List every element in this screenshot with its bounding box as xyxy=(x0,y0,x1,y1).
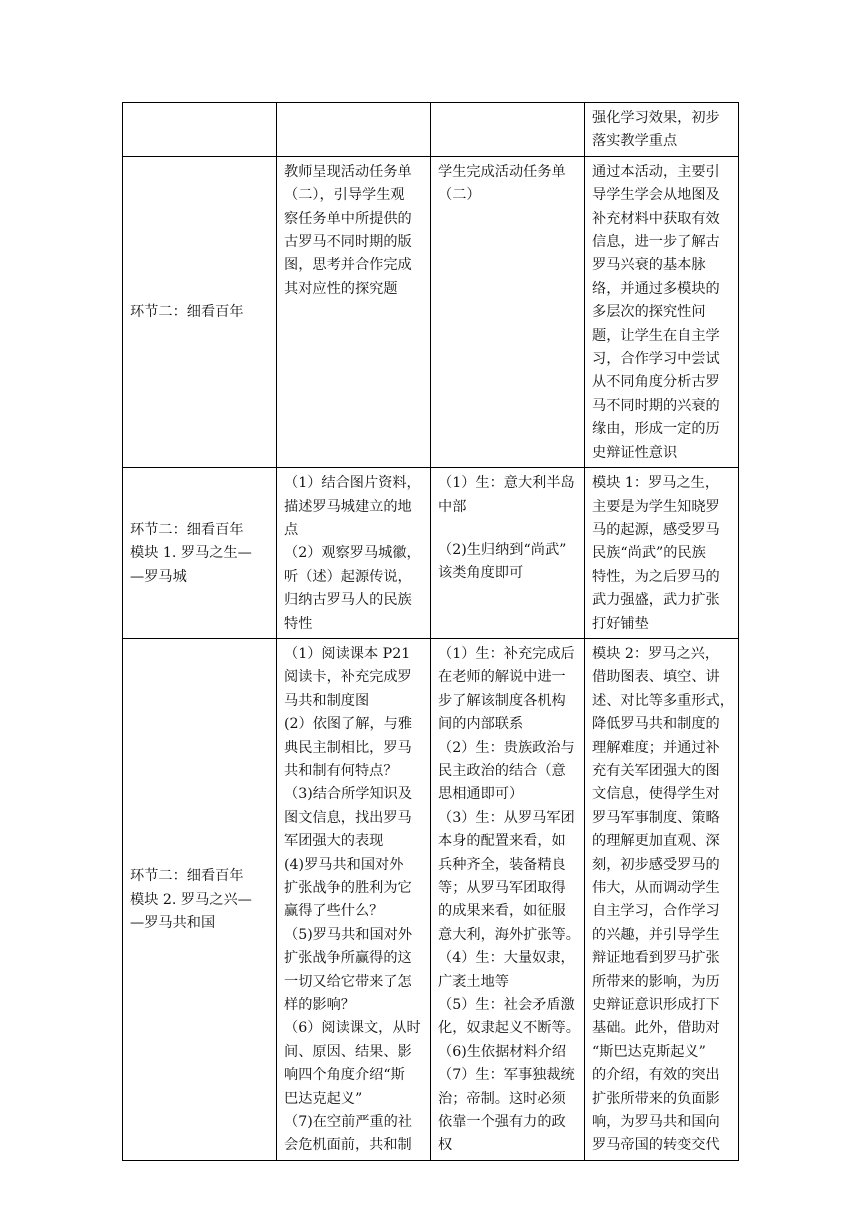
cell-line: 间的内部联系 xyxy=(438,716,524,733)
cell-line: （3）生：从罗马军团 xyxy=(438,809,575,826)
cell-line: 的介绍，有效的突出 xyxy=(592,1067,720,1084)
cell-line: 环节二：细看百年 xyxy=(130,868,244,885)
table-row xyxy=(123,156,739,467)
cell-line: 察任务单中所提供的 xyxy=(284,210,412,227)
table-row xyxy=(123,638,739,1160)
cell-line: 借助图表、填空、讲 xyxy=(592,669,720,686)
cell-line: 信息，进一步了解古 xyxy=(592,234,720,251)
cell-line: （1）生：意大利半岛 xyxy=(438,475,575,492)
cell-line: 辩证地看到罗马扩张 xyxy=(592,950,720,967)
cell-line: 典民主制相比，罗马 xyxy=(284,739,412,756)
cell-line: 所带来的影响，为历 xyxy=(592,973,720,990)
cell-line: 从不同角度分析古罗 xyxy=(592,374,720,391)
cell-line: 步了解该制度各机构 xyxy=(438,692,566,709)
cell-line: 的成果来看，如征服 xyxy=(438,903,566,920)
table-row xyxy=(123,468,739,639)
cell-line: 样的影响？ xyxy=(284,997,355,1014)
cell-line: 武力强盛，武力扩张 xyxy=(592,592,720,609)
cell-line: 一切又给它带来了怎 xyxy=(284,973,412,990)
design-intent-cell xyxy=(585,468,739,639)
cell-line: 点 xyxy=(284,521,299,538)
cell-line: 伟大，从而调动学生 xyxy=(592,880,720,896)
cell-line: 环节二：细看百年 xyxy=(130,521,244,538)
cell-line: 扩张战争所赢得的这 xyxy=(284,950,412,967)
cell-line: （二），引导学生观 xyxy=(284,187,405,204)
cell-line: —罗马共和国 xyxy=(130,915,216,932)
cell-line: 模块 2. 罗马之兴— xyxy=(130,891,252,908)
cell-line: 意大利，海外扩张等。 xyxy=(438,926,580,943)
cell-line: 模块 1：罗马之生， xyxy=(592,475,720,492)
student-activity-cell xyxy=(431,103,585,157)
cell-line: 兵种齐全，装备精良 xyxy=(438,856,566,873)
cell-line: 通过本活动，主要引 xyxy=(592,163,720,180)
cell-line: 打好铺垫 xyxy=(592,615,649,632)
cell-line: 导学生学会从地图及 xyxy=(592,187,720,204)
section-cell xyxy=(123,468,277,639)
cell-line: （2）生：贵族政治与 xyxy=(438,739,575,756)
cell-line: 在老师的解说中进一 xyxy=(438,669,566,686)
cell-line: 题，让学生在自主学 xyxy=(592,327,720,344)
cell-line: 扩张战争的胜利为它 xyxy=(284,880,412,896)
cell-line: 治；帝制。这时必须 xyxy=(438,1090,566,1107)
cell-line: （4）生：大量奴隶， xyxy=(438,950,575,967)
cell-line: 述、对比等多重形式， xyxy=(592,692,734,709)
cell-line: 刻，初步感受罗马的 xyxy=(592,856,720,873)
cell-line: 习，合作学习中尝试 xyxy=(592,351,720,368)
cell-line: 该类角度即可 xyxy=(438,565,524,582)
cell-line: （3)结合所学知识及 xyxy=(284,786,413,803)
cell-line: 阅读卡，补充完成罗 xyxy=(284,669,412,686)
cell-line: 强化学习效果，初步 xyxy=(592,110,720,126)
cell-line: 其对应性的探究题 xyxy=(284,280,398,297)
cell-line: 归纳古罗马人的民族 xyxy=(284,592,412,609)
cell-line: （6）阅读课文，从时 xyxy=(284,1020,421,1037)
cell-line: （7）生：军事独裁统 xyxy=(438,1067,575,1084)
cell-line: 史辩证意识形成打下 xyxy=(592,997,720,1014)
cell-line: 民主政治的结合（意 xyxy=(438,762,566,779)
student-activity-cell xyxy=(431,638,585,1160)
cell-line: 广袤土地等 xyxy=(438,973,509,990)
cell-line: 本身的配置来看，如 xyxy=(438,833,566,850)
cell-line: 教师呈现活动任务单 xyxy=(284,163,412,180)
cell-line: （二） xyxy=(438,187,481,204)
table-row xyxy=(123,103,739,157)
cell-line: —罗马城 xyxy=(130,568,187,585)
cell-line: 的兴趣，并引导学生 xyxy=(592,926,720,943)
cell-line: 马不同时期的兴衰的 xyxy=(592,397,720,414)
cell-line: 的理解更加直观、深 xyxy=(592,833,720,850)
teacher-activity-cell xyxy=(277,468,431,639)
cell-line: 权 xyxy=(438,1137,453,1154)
cell-line: 文信息，使得学生对 xyxy=(592,786,720,803)
section-cell xyxy=(123,156,277,467)
cell-line: 民族“尚武”的民族 xyxy=(592,545,706,562)
cell-line: 巴达克起义” xyxy=(284,1090,363,1107)
teacher-activity-cell xyxy=(277,156,431,467)
cell-line: 多层次的探究性问 xyxy=(592,304,706,321)
cell-line: 听（述）起源传说， xyxy=(284,568,412,585)
cell-line: 军团强大的表现 xyxy=(284,833,384,850)
cell-line: 响，为罗马共和国向 xyxy=(592,1114,720,1131)
cell-line: 罗马兴衰的基本脉 xyxy=(592,257,706,274)
cell-line: 络，并通过多模块的 xyxy=(592,280,720,297)
cell-line: （1）阅读课本 P21 xyxy=(284,645,411,662)
cell-line: 扩张所带来的负面影 xyxy=(592,1090,720,1107)
section-cell xyxy=(123,638,277,1160)
cell-line: 学生完成活动任务单 xyxy=(438,163,566,180)
table-body xyxy=(123,103,739,1161)
cell-line: 基础。此外，借助对 xyxy=(592,1020,720,1037)
teacher-activity-cell xyxy=(277,638,431,1160)
cell-line: 马共和制度图 xyxy=(284,692,370,709)
cell-line: 化，奴隶起义不断等。 xyxy=(438,1020,580,1037)
section-cell xyxy=(123,103,277,157)
lesson-plan-table xyxy=(122,102,739,1161)
cell-line: 间、原因、结果、影 xyxy=(284,1043,412,1060)
cell-line: 马的起源，感受罗马 xyxy=(592,521,720,538)
cell-line: （2）观察罗马城徽， xyxy=(284,545,421,562)
design-intent-cell xyxy=(585,638,739,1160)
cell-line: 共和制有何特点？ xyxy=(284,762,398,779)
cell-line: 古罗马不同时期的版 xyxy=(284,234,412,251)
cell-line: 图，思考并合作完成 xyxy=(284,257,412,274)
cell-line: 描述罗马城建立的地 xyxy=(284,498,412,515)
cell-line: “斯巴达克斯起义” xyxy=(592,1043,706,1060)
cell-line: 补充材料中获取有效 xyxy=(592,210,720,227)
cell-line: 会危机面前，共和制 xyxy=(284,1137,412,1154)
cell-line: 降低罗马共和制度的 xyxy=(592,716,720,733)
cell-line: 中部 xyxy=(438,498,467,515)
cell-line: （1）生：补充完成后 xyxy=(438,645,575,662)
cell-line: 等；从罗马军团取得 xyxy=(438,880,566,896)
cell-line: 落实教学重点 xyxy=(592,133,678,150)
student-activity-cell xyxy=(431,156,585,467)
cell-line: 模块 2：罗马之兴， xyxy=(592,645,720,662)
cell-line: （5）生：社会矛盾激 xyxy=(438,997,575,1014)
cell-line: （1）结合图片资料， xyxy=(284,475,421,492)
cell-line: 充有关军团强大的图 xyxy=(592,762,720,779)
teacher-activity-cell xyxy=(277,103,431,157)
cell-line: 特性 xyxy=(284,615,313,632)
cell-line: 环节二：细看百年 xyxy=(130,304,244,321)
cell-line: 依靠一个强有力的政 xyxy=(438,1114,566,1131)
design-intent-cell xyxy=(585,103,739,157)
design-intent-cell xyxy=(585,156,739,467)
cell-line: 特性，为之后罗马的 xyxy=(592,568,720,585)
cell-line: (2）依图了解，与雅 xyxy=(284,716,413,733)
cell-line: 响四个角度介绍“斯 xyxy=(284,1067,405,1084)
cell-line: 赢得了些什么？ xyxy=(284,903,384,920)
cell-line xyxy=(438,519,578,539)
cell-line: 理解难度；并通过补 xyxy=(592,739,720,756)
cell-line: 自主学习，合作学习 xyxy=(592,903,720,920)
cell-line: 主要是为学生知晓罗 xyxy=(592,498,720,515)
cell-line: （2)生归纳到“尚武” xyxy=(438,541,567,558)
cell-line: 史辩证性意识 xyxy=(592,444,678,461)
cell-line: （6)生依据材料介绍 xyxy=(438,1043,567,1060)
cell-line: 缘由，形成一定的历 xyxy=(592,421,720,438)
cell-line: （5)罗马共和国对外 xyxy=(284,926,413,943)
cell-line: 罗马军事制度、策略 xyxy=(592,809,720,826)
cell-line: (4)罗马共和国对外 xyxy=(284,856,404,873)
cell-line: 图文信息，找出罗马 xyxy=(284,809,412,826)
cell-line: （7)在空前严重的社 xyxy=(284,1114,413,1131)
cell-line: 模块 1. 罗马之生— xyxy=(130,545,252,562)
cell-line: 思相通即可） xyxy=(438,786,524,803)
cell-line: 罗马帝国的转变交代 xyxy=(592,1137,720,1154)
student-activity-cell xyxy=(431,468,585,639)
